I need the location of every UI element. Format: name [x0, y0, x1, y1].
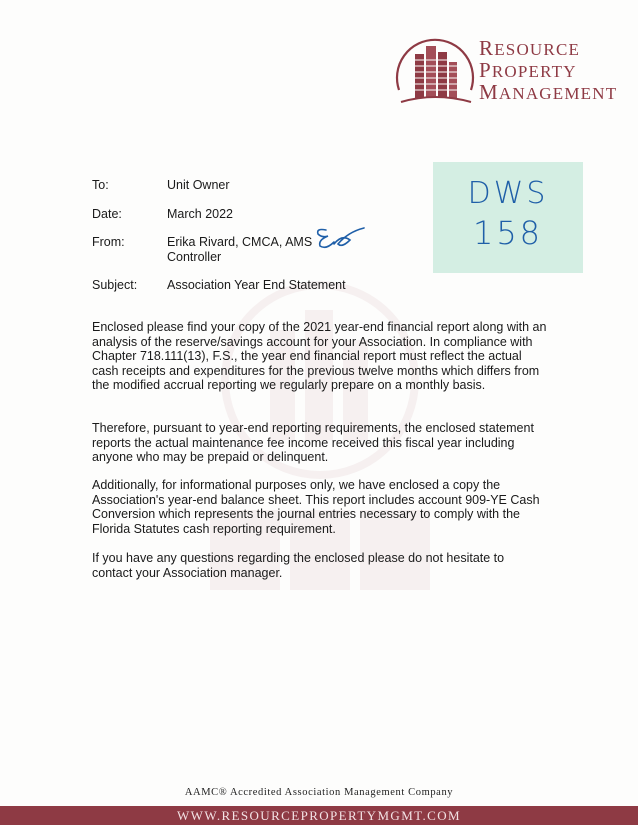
- footer-website-link[interactable]: WWW.RESOURCEPROPERTYMGMT.COM: [177, 808, 461, 823]
- from-title: Controller: [167, 250, 222, 264]
- sticky-note: [433, 162, 583, 273]
- to-value: Unit Owner: [167, 178, 230, 192]
- logo-line3-rest: ANAGEMENT: [498, 84, 618, 103]
- date-label: Date:: [92, 207, 122, 221]
- subject-label: Subject:: [92, 278, 138, 292]
- logo-line2-cap: P: [479, 58, 492, 82]
- logo-line3-cap: M: [479, 80, 499, 104]
- body-paragraph-2: Therefore, pursuant to year-end reporting requirements, the enclosed statement reports the actual maintenance fee income received this fiscal year including anyone who may be prepaid or delinquent.: [92, 421, 534, 465]
- logo-line1-cap: R: [479, 36, 495, 60]
- to-label: To:: [92, 178, 109, 192]
- footer-accreditation: AAMC® Accredited Association Management Company: [184, 787, 454, 798]
- logo-line1-rest: ESOURCE: [494, 40, 581, 59]
- date-value: March 2022: [167, 207, 234, 221]
- company-logo: [393, 28, 633, 110]
- from-name: Erika Rivard, CMCA, AMS: [167, 235, 313, 249]
- initials-signature-icon: [312, 222, 370, 252]
- building-logo-icon: [393, 28, 477, 110]
- body-paragraph-3: Additionally, for informational purposes only, we have enclosed a copy the Association's year-end balance sheet. This report includes account 909-YE Cash Conversion which represents the journal entries necessary to comply with the Florida Statutes cash reporting requirement.: [92, 478, 540, 536]
- from-label: From:: [92, 235, 125, 249]
- sticky-note-line2: 158: [472, 214, 544, 252]
- from-value: [167, 235, 312, 265]
- sticky-note-line1: DWS: [467, 176, 549, 211]
- logo-line2-rest: ROPERTY: [491, 62, 577, 81]
- company-name: [479, 38, 617, 104]
- body-paragraph-4: If you have any questions regarding the enclosed please do not hesitate to contact your Association manager.: [92, 551, 505, 580]
- body-paragraph-1: Enclosed please find your copy of the 2021 year-end financial report along with an analysis of the reserve/savings account for your Association. In compliance with Chapter 718.111(13), F.S., the year end financial report must reflect the actual cash receipts and expenditures for the previous twelve months which differs from the modified accrual reporting we regularly prepare on a monthly basis.: [92, 320, 547, 393]
- subject-value: Association Year End Statement: [167, 278, 346, 292]
